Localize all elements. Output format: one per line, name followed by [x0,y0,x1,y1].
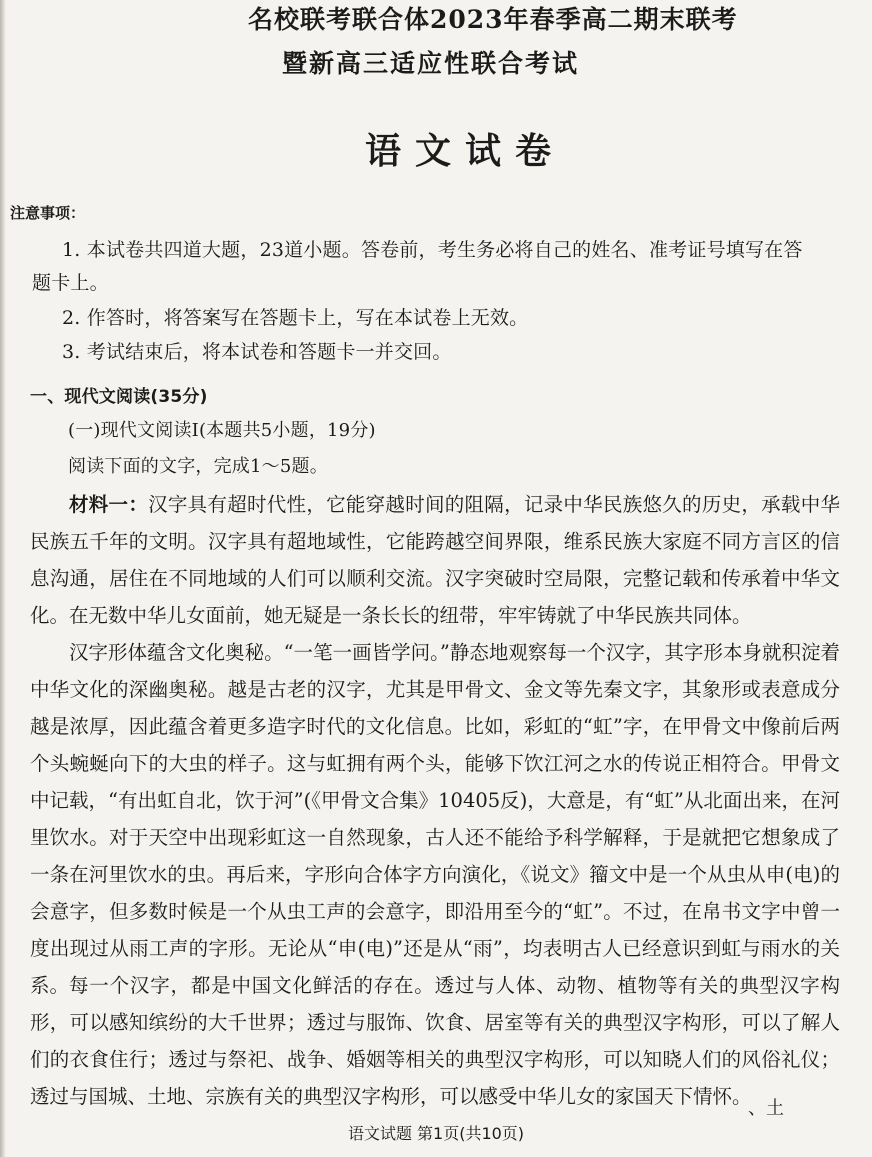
notice-item-3: 3. 考试结束后，将本试卷和答题卡一并交回。 [62,341,452,363]
page-footer: 语文试题 第1页(共10页) [347,1124,525,1143]
material-1-paragraph-3: 每一个汉字，都是中国文化鲜活的存在。透过与人体、动物、植物等有关的典型汉字构形，可以感知缤纷的大千世界；透过与服饰、饮食、居室等有关的典型汉字构形，可以了解人们的衣食住行；透过与祭祀、战争、婚姻等相关的典型汉字构形，可以知晓人们的风俗礼仪；透过与国城、土地、宗族有关的典型汉字构形，可以感受中华儿女的家国天下情怀。 [30,974,840,1108]
subject-title: 语文试卷 [365,130,566,172]
sub-section-heading: (一)现代文阅读Ⅰ(本题共5小题，19分) [68,420,376,441]
margin-mark: 、土 [748,1098,784,1119]
notice-item-1: 1. 本试卷共四道大题，23道小题。答卷前，考生务必将自己的姓名、准考证号填写在答 [62,239,803,261]
exam-title-line1: 名校联考联合体2023年春季高二期末联考 [248,5,738,34]
paragraph-text: 汉字具有超时代性，它能穿越时间的阻隔，记录中华民族悠久的历史，承载中华民族五千年的文明。汉字具有超地域性，它能跨越空间界限，维系民族大家庭不同方言区的信息沟通，居住在不同地域的人们可以顺利交流。汉字突破时空局限，完整记载和传承着中华文化。在无数中华儿女面前，她无疑是一条长长的纽带，牢牢铸就了中华民族共同体。 [30,493,840,627]
scan-edge-shadow [0,0,6,1157]
section-heading: 一、现代文阅读(35分) [30,387,208,407]
material-1-paragraph-1 [30,486,840,634]
material-label: 材料一： [69,493,149,516]
notice-item-2: 2. 作答时，将答案写在答题卡上，写在本试卷上无效。 [62,307,529,329]
notice-heading: 注意事项： [10,204,86,222]
exam-title-line2: 暨新高三适应性联合考试 [282,49,580,78]
reading-instruction: 阅读下面的文字，完成1～5题。 [68,456,328,477]
material-1-paragraph-2: 汉字形体蕴含文化奥秘。“一笔一画皆学问。”静态地观察每一个汉字，其字形本身就积淀着中华文化的深幽奥秘。越是古老的汉字，尤其是甲骨文、金文等先秦文字，其象形或表意成分越是浓厚，因此蕴含着更多造字时代的文化信息。比如，彩虹的“虹”字，在甲骨文中像前后两个头蜿蜒向下的大虫的样子。这与虹拥有两个头，能够下饮江河之水的传说正相符合。甲骨文中记载，“有出虹自北，饮于河”(《甲骨文合集》10405反)，大意是，有“虹”从北面出来，在河里饮水。对于天空中出现彩虹这一自然现象，古人还不能给予科学解释，于是就把它想象成了一条在河里饮水的虫。再后来，字形向合体字方向演化，《说文》籀文中是一个从虫从申(电)的会意字，但多数时候是一个从虫工声的会意字，即沿用至今的“虹”。不过，在帛书文字中曾一度出现过从雨工声的字形。无论从“申(电)”还是从“雨”，均表明古人已经意识到虹与雨水的关系。 [30,641,840,997]
notice-item-1-cont: 题卡上。 [32,272,109,294]
